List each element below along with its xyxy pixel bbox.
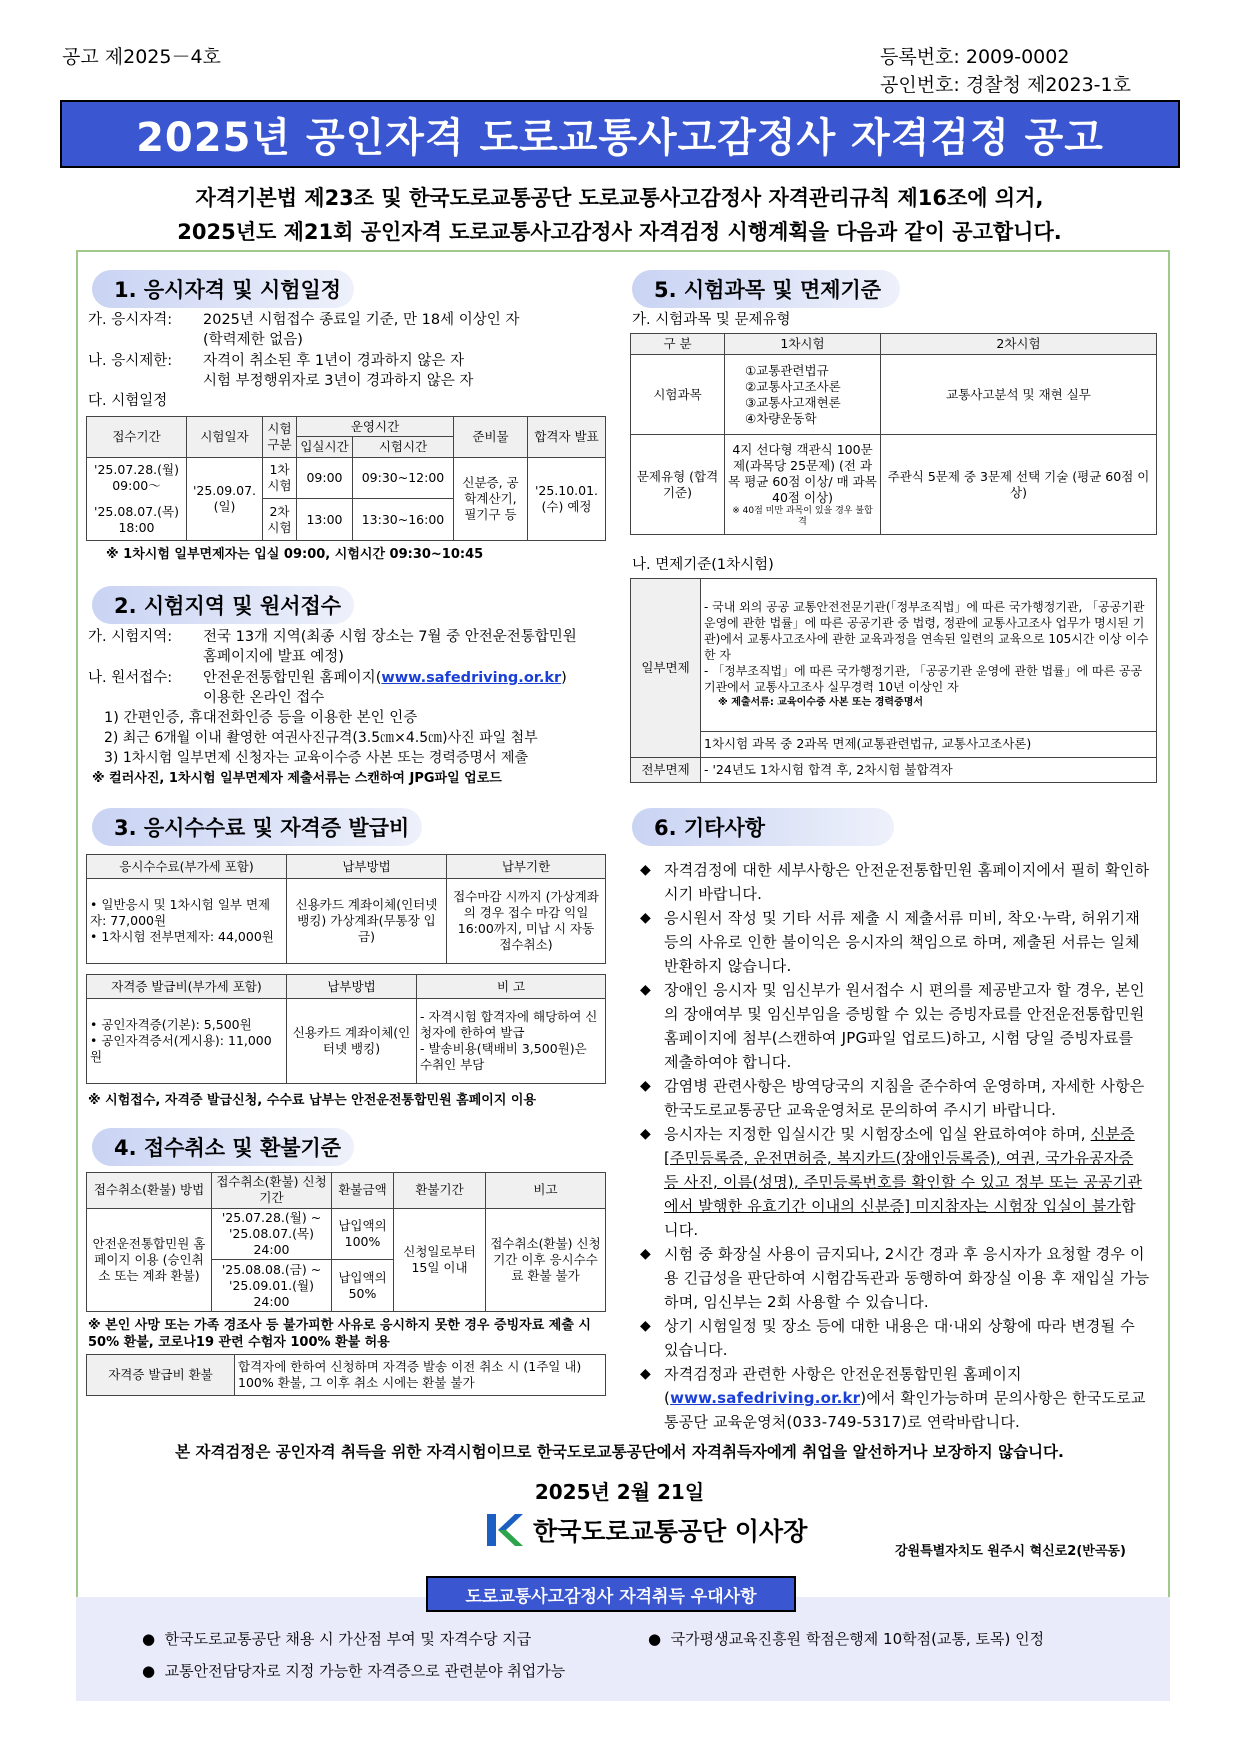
th-first-exam: 1차시험 xyxy=(725,334,881,355)
subject-3: ③교통사고재현론 xyxy=(745,394,841,410)
etc-text-8a: 자격검정과 관련한 사항은 안전운전통합민원 홈페이지( xyxy=(664,1365,1022,1407)
registration-number: 등록번호: 2009-0002 xyxy=(880,46,1070,68)
subject-4: ④차량운동학 xyxy=(745,410,817,426)
row-subject-label: 시험과목 xyxy=(631,355,725,435)
subject-2: ②교통사고조사론 xyxy=(745,378,841,394)
first-entry-time: 09:00 xyxy=(297,457,353,499)
partial-exempt-label: 일부면제 xyxy=(631,579,701,758)
refund-period: 신청일로부터 15일 이내 xyxy=(394,1208,486,1312)
benefit-box xyxy=(76,1597,1170,1701)
th-refund-period: 환불기간 xyxy=(394,1173,486,1209)
benefit-1 xyxy=(142,1628,531,1649)
section-1-title: 1. 응시자격 및 시험일정 xyxy=(92,270,354,308)
th-payment-deadline: 납부기한 xyxy=(447,855,606,879)
second-exam-time: 13:30~16:00 xyxy=(353,499,454,541)
section-3-title: 3. 응시수수료 및 자격증 발급비 xyxy=(92,808,422,846)
sec4-note: ※ 본인 사망 또는 가족 경조사 등 불가피한 사유로 응시하지 못한 경우 증빙자료 제출 시 50% 환불, 코로나19 관련 수험자 100% 환불 허용 xyxy=(88,1318,591,1350)
first-exam-time: 09:30~12:00 xyxy=(353,457,454,499)
org-signature xyxy=(485,1512,807,1548)
etc-item xyxy=(640,858,1150,906)
etc-item xyxy=(640,1242,1150,1314)
th-pass-announce: 합격자 발표 xyxy=(528,417,606,458)
sec2-application-text: 안전운전통합민원 홈페이지( xyxy=(203,670,382,686)
intro-line-2: 2025년도 제21회 공인자격 도로교통사고감정사 자격검정 시행계획을 다음과 같이 공고합니다. xyxy=(177,220,1062,244)
etc-text-7: 상기 시험일정 및 장소 등에 대한 내용은 대·내외 상황에 따라 변경될 수 있습니다. xyxy=(664,1317,1135,1359)
bullet-icon: ● xyxy=(142,1630,156,1648)
row-type-label: 문제유형 (합격기준) xyxy=(631,435,725,535)
sec2-application-label: 나. 원서접수: xyxy=(88,670,173,686)
sec1-restriction-label: 나. 응시제한: xyxy=(88,353,173,369)
org-name: 한국도로교통공단 이사장 xyxy=(533,1517,808,1546)
sec2-application-2: 이용한 온라인 접수 xyxy=(203,690,325,706)
payment-method: 신용카드 계좌이체(인터넷 뱅킹) 가상계좌(무통장 입금) xyxy=(287,879,447,964)
sec1-restriction-1: 자격이 취소된 후 1년이 경과하지 않은 자 xyxy=(203,353,464,369)
safedriving-link[interactable]: www.safedriving.or.kr xyxy=(381,670,562,686)
fee-full-exempt: • 1차시험 전부면제자: 44,000원 xyxy=(90,929,274,945)
sec1-qualification-note: (학력제한 없음) xyxy=(203,332,303,348)
issue-remark-2: - 발송비용(택배비 3,500원)은 수취인 부담 xyxy=(420,1041,587,1073)
issue-refund-text: 합격자에 한하여 신청하며 자격증 발송 이전 취소 시 (1주일 내) 100% 환불, 그 이후 취소 시에는 환불 불가 xyxy=(235,1355,606,1396)
sec1-qualification-label: 가. 응시자격: xyxy=(88,312,173,328)
section-2-title: 2. 시험지역 및 원서접수 xyxy=(92,586,354,624)
etc-text-5c: 미지참자는 시험장 입실이 불가 xyxy=(910,1197,1122,1215)
diamond-bullet-icon: ◆ xyxy=(640,910,651,926)
etc-text-5a: 응시자는 지정한 입실시간 및 시험장소에 입실 완료하여야 하며, xyxy=(664,1125,1091,1143)
etc-text-4: 감염병 관련사항은 방역당국의 지침을 준수하여 운영하며, 자세한 사항은 한국도로교통공단 교육운영처로 문의하여 주시기 바랍니다. xyxy=(664,1077,1145,1119)
section-6-title: 6. 기타사항 xyxy=(632,808,894,846)
diamond-bullet-icon: ◆ xyxy=(640,1246,651,1262)
benefit-3-text: 교통안전담당자로 지정 가능한 자격증으로 관련분야 취업가능 xyxy=(164,1662,566,1680)
fee-general: • 일반응시 및 1차시험 일부 면제자: 77,000원 xyxy=(90,897,271,929)
org-address: 강원특별자치도 원주시 혁신로2(반곡동) xyxy=(895,1544,1126,1559)
benefit-1-text: 한국도로교통공단 채용 시 가산점 부여 및 자격수당 지급 xyxy=(164,1630,532,1648)
reception-start: '25.07.28.(월) 09:00～ xyxy=(94,461,179,493)
issue-remark-1: - 자격시험 합격자에 해당하여 신청자에 한하여 발급 xyxy=(420,1009,598,1041)
sec2-region-label: 가. 시험지역: xyxy=(88,629,173,645)
reception-end: '25.08.07.(목) 18:00 xyxy=(94,503,179,535)
etc-item xyxy=(640,1122,1150,1242)
benefit-3 xyxy=(142,1660,565,1681)
refund-remark: 접수취소(환불) 신청기간 이후 응시수수료 환불 불가 xyxy=(486,1208,606,1312)
issue-fee-table xyxy=(86,974,606,1084)
sec2-region-2: 홈페이지에 발표 예정) xyxy=(203,649,344,665)
sec1-qualification-text: 2025년 시험접수 종료일 기준, 만 18세 이상인 자 xyxy=(203,312,520,328)
partial-exempt-2: - 「정부조직법」에 따른 국가행정기관, 「공공기관 운영에 관한 법률」에 따른 공공기관에서 교통사고조사 실무경력 10년 이상인 자 xyxy=(704,664,1143,695)
th-entry-time: 입실시간 xyxy=(297,437,353,457)
sec2-application-line xyxy=(203,668,567,688)
etc-item xyxy=(640,978,1150,1074)
sec5-exempt-label: 나. 면제기준(1차시험) xyxy=(632,557,774,573)
th-reception: 접수기간 xyxy=(87,417,187,458)
etc-text-1: 자격검정에 대한 세부사항은 안전운전통합민원 홈페이지에서 필히 확인하시기 바랍니다. xyxy=(664,861,1150,903)
sec5-subject-label: 가. 시험과목 및 문제유형 xyxy=(632,312,791,328)
payment-deadline: 접수마감 시까지 (가상계좌의 경우 접수 마감 익일 16:00까지, 미납 시 자동 접수취소) xyxy=(447,879,606,964)
etc-list xyxy=(640,858,1150,1434)
pass-announce-date: '25.10.01.(수) 예정 xyxy=(528,457,606,540)
second-exam-type: 주관식 5문제 중 3문제 선택 기술 (평균 60점 이상) xyxy=(881,435,1157,535)
certification-number: 공인번호: 경찰청 제2023-1호 xyxy=(880,74,1131,96)
sec2-item-1: 1) 간편인증, 휴대전화인증 등을 이용한 본인 인증 xyxy=(104,710,418,726)
etc-text-6: 시험 중 화장실 사용이 금지되나, 2시간 경과 후 응시자가 요청할 경우 이용 긴급성을 판단하여 시험감독관과 동행하여 화장실 이용 후 재입실 가능하며, 임신부는 2회 사용할 수 있습니다. xyxy=(664,1245,1150,1311)
th-refund-remark: 비고 xyxy=(486,1173,606,1209)
issue-basic: • 공인자격증(기본): 5,500원 xyxy=(90,1017,252,1033)
diamond-bullet-icon: ◆ xyxy=(640,1078,651,1094)
exam-date: '25.09.07.(일) xyxy=(187,457,263,540)
diamond-bullet-icon: ◆ xyxy=(640,1318,651,1334)
etc-text-8b: )에서 확인가능하며 문의사항은 한국도로교통공단 교육운영처(033-749-5317)로 연락바랍니다. xyxy=(664,1389,1146,1431)
etc-item xyxy=(640,1362,1150,1434)
subject-table xyxy=(630,333,1157,535)
th-exam-date: 시험일자 xyxy=(187,417,263,458)
benefit-2 xyxy=(648,1628,1044,1649)
issue-refund-table xyxy=(86,1354,606,1396)
sec2-note: ※ 컬러사진, 1차시험 일부면제자 제출서류는 스캔하여 JPG파일 업로드 xyxy=(92,771,502,786)
benefit-title: 도로교통사고감정사 자격취득 우대사항 xyxy=(426,1576,796,1612)
etc-text-2: 응시원서 작성 및 기타 서류 제출 시 제출서류 미비, 착오·누락, 허위기재 등의 사유로 인한 불이익은 응시자의 책임으로 하며, 제출된 서류는 일체 반환하지 않습니다. xyxy=(664,909,1140,975)
th-exam-time: 시험시간 xyxy=(353,437,454,457)
etc-text-3: 장애인 응시자 및 임신부가 원서접수 시 편의를 제공받고자 할 경우, 본인의 장애여부 및 임신부임을 증빙할 수 있는 증빙자료를 안전운전통합민원 홈페이지에 첨부(스캔하여 JPG파일 업로드)하고, 시험 당일 증빙자료를 제출하여야 합니다. xyxy=(664,981,1145,1071)
refund-amount-2: 납입액의 50% xyxy=(332,1260,394,1312)
full-exempt-label: 전부면제 xyxy=(631,757,701,782)
sec1-restriction-2: 시험 부정행위자로 3년이 경과하지 않은 자 xyxy=(203,373,474,389)
first-exam: 1차 시험 xyxy=(263,457,297,499)
notice-date: 2025년 2월 21일 xyxy=(534,1480,705,1504)
th-refund-method: 접수취소(환불) 방법 xyxy=(87,1173,212,1209)
issue-refund-label: 자격증 발급비 환불 xyxy=(87,1355,235,1396)
th-category: 구 분 xyxy=(631,334,725,355)
disclaimer: 본 자격검정은 공인자격 취득을 위한 자격시험이므로 한국도로교통공단에서 자격취득자에게 취업을 알선하거나 보장하지 않습니다. xyxy=(175,1443,1064,1461)
etc-text-5b: 신분증[주민등록증, 운전면허증, 복지카드(장애인등록증), 여권, 국가유공자증 등 사진, 이름(성명), 주민등록번호를 확인할 수 있고 정부 또는 공공기관에서 발행한 유효기간 이내의 신분증] xyxy=(664,1125,1143,1215)
section-4-title: 4. 접수취소 및 환불기준 xyxy=(92,1128,354,1166)
sec2-item-3: 3) 1차시험 일부면제 신청자는 교육이수증 사본 또는 경력증명서 제출 xyxy=(104,750,529,766)
sec2-region-1: 전국 13개 지역(최종 시험 장소는 7월 중 안전운전통합민원 xyxy=(203,629,577,645)
th-issue-method: 납부방법 xyxy=(287,975,417,999)
refund-amount-1: 납입액의 100% xyxy=(332,1208,394,1260)
exam-items: 신분증, 공학계산기, 필기구 등 xyxy=(454,457,528,540)
etc-text-5d: 합니다. xyxy=(664,1197,1136,1239)
issue-method: 신용카드 계좌이체(인터넷 뱅킹) xyxy=(287,999,417,1084)
notice-number: 공고 제2025－4호 xyxy=(62,46,221,68)
refund-table xyxy=(86,1172,606,1312)
th-operation-time: 운영시간 xyxy=(297,417,454,437)
partial-exempt-note: ※ 제출서류: 교육이수증 사본 또는 경력증명서 xyxy=(718,697,924,709)
partial-exempt-1: - 국내 외의 공공 교통안전전문기관(「정부조직법」에 따른 국가행정기관, 「공공기관 운영에 관한 법률」에 따른 공공기관 중 법령, 정관에 교통사고조사 업무가 명시된 기관)에서 교통사고조사에 관한 교육과정을 연속된 일련의 교육으로 105시간 이상 이수한 자 xyxy=(704,600,1149,663)
sec2-application-close: ) xyxy=(561,670,567,686)
page-title: 2025년 공인자격 도로교통사고감정사 자격검정 공고 xyxy=(60,100,1180,168)
diamond-bullet-icon: ◆ xyxy=(640,862,651,878)
diamond-bullet-icon: ◆ xyxy=(640,1126,651,1142)
fee-table xyxy=(86,854,606,964)
th-payment-method: 납부방법 xyxy=(287,855,447,879)
kotsa-logo-icon xyxy=(485,1512,525,1548)
diamond-bullet-icon: ◆ xyxy=(640,1366,651,1382)
refund-period-2: '25.08.08.(금) ~ '25.09.01.(월) 24:00 xyxy=(212,1260,332,1312)
etc-item xyxy=(640,1074,1150,1122)
safedriving-link-2[interactable]: www.safedriving.or.kr xyxy=(670,1389,861,1407)
th-fee: 응시수수료(부가세 포함) xyxy=(87,855,287,879)
issue-display: • 공인자격증서(게시용): 11,000원 xyxy=(90,1033,272,1065)
second-entry-time: 13:00 xyxy=(297,499,353,541)
diamond-bullet-icon: ◆ xyxy=(640,982,651,998)
full-exempt-text: - '24년도 1차시험 합격 후, 2차시험 불합격자 xyxy=(701,757,1157,782)
section-5-title: 5. 시험과목 및 면제기준 xyxy=(632,270,900,308)
subject-1: ①교통관련법규 xyxy=(745,362,829,378)
sec1-note: ※ 1차시험 일부면제자는 입실 09:00, 시험시간 09:30~10:45 xyxy=(106,547,484,562)
first-exam-type: 4지 선다형 객관식 100문제(과목당 25문제) (전 과목 평균 60점 이상/ 매 과목 40점 이상) xyxy=(728,441,877,505)
second-subject: 교통사고분석 및 재현 실무 xyxy=(881,355,1157,435)
schedule-table xyxy=(86,416,606,541)
th-exam-type: 시험 구분 xyxy=(263,417,297,458)
th-issue-remark: 비 고 xyxy=(417,975,606,999)
th-items: 준비물 xyxy=(454,417,528,458)
sec3-note: ※ 시험접수, 자격증 발급신청, 수수료 납부는 안전운전통합민원 홈페이지 이용 xyxy=(88,1093,537,1108)
second-exam: 2차 시험 xyxy=(263,499,297,541)
sec2-item-2: 2) 최근 6개월 이내 촬영한 여권사진규격(3.5㎝×4.5㎝)사진 파일 첨부 xyxy=(104,730,538,746)
th-refund-amount: 환불금액 xyxy=(332,1173,394,1209)
refund-period-1: '25.07.28.(월) ~ '25.08.07.(목) 24:00 xyxy=(212,1208,332,1260)
etc-item xyxy=(640,906,1150,978)
intro-line-1: 자격기본법 제23조 및 한국도로교통공단 도로교통사고감정사 자격관리규칙 제16조에 의거, xyxy=(195,186,1044,210)
refund-method: 안전운전통합민원 홈페이지 이용 (승인취소 또는 계좌 환불) xyxy=(87,1208,212,1312)
benefit-2-text: 국가평생교육진흥원 학점은행제 10학점(교통, 토목) 인정 xyxy=(670,1630,1045,1648)
exemption-table xyxy=(630,578,1157,783)
sec1-schedule-label: 다. 시험일정 xyxy=(88,393,168,409)
partial-exempt-result: 1차시험 과목 중 2과목 면제(교통관련법규, 교통사고조사론) xyxy=(701,732,1157,757)
th-second-exam: 2차시험 xyxy=(881,334,1157,355)
th-refund-request-period: 접수취소(환불) 신청기간 xyxy=(212,1173,332,1209)
etc-item xyxy=(640,1314,1150,1362)
bullet-icon: ● xyxy=(648,1630,662,1648)
first-exam-type-note: ※ 40점 미만 과목이 있을 경우 불합격 xyxy=(732,505,873,527)
bullet-icon: ● xyxy=(142,1662,156,1680)
th-issue-fee: 자격증 발급비(부가세 포함) xyxy=(87,975,287,999)
